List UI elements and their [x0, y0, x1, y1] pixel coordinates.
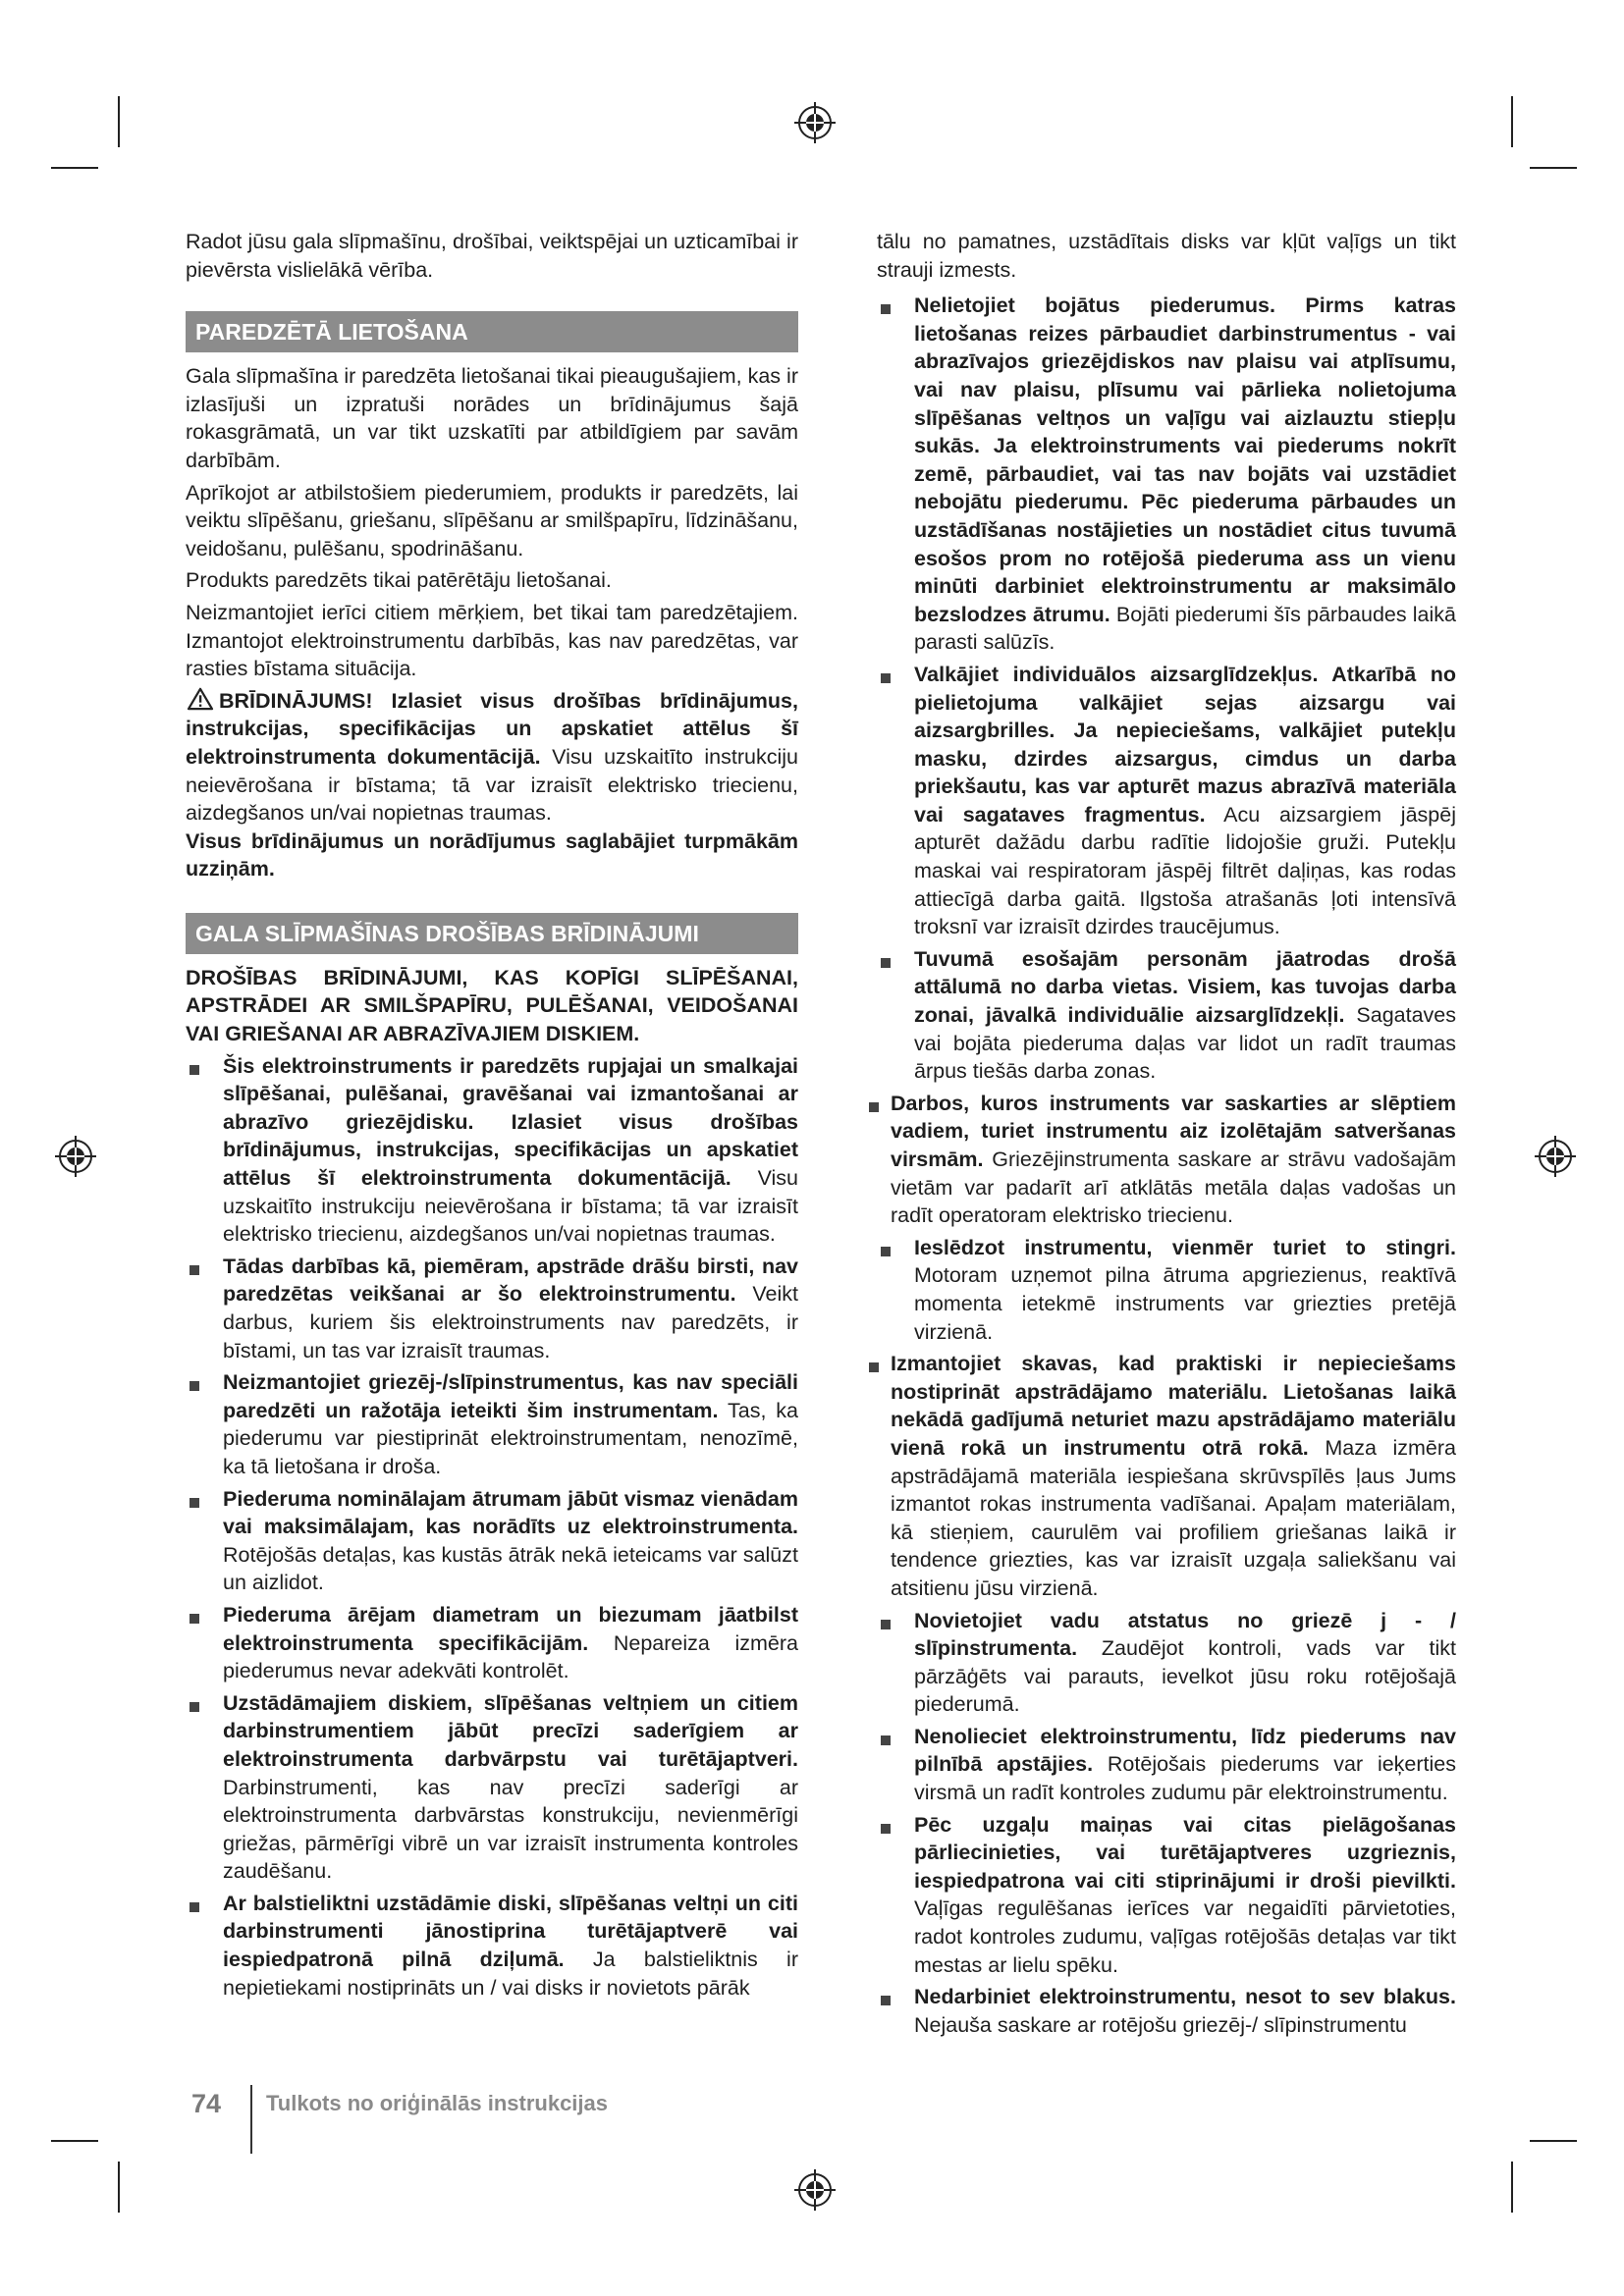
paragraph: Neizmantojiet ierīci citiem mērķiem, bet tikai tam paredzētajiem. Izmantojot elektroinstrumentu darbībās, kas nav paredzētas, var rasties bīstama situācija. [186, 600, 798, 681]
bullet-text: Veikt darbus, kuriem šis elektroinstruments nav paredzēts, ir bīstami, un tas var izraisīt traumas. [223, 1282, 798, 1362]
bullet-bold-text: Nelietojiet bojātus piederumus. Pirms katras lietošanas reizes pārbaudiet darbinstrumentus - vai abrazīvajos griezējdiskos nav plaisu vai atplīsumu, vai nav plaisu, plīsumu vai pārlieka nolietojuma slīpēšanas veltņos un vaļīgu vai aizlauztu stiepļu sukās. Ja elektroinstruments vai piederums nokrīt zemē, pārbaudiet, vai tas nav bojāts vai uzstādiet nebojātu piederumu. Pēc piederuma pārbaudes un uzstādīšanas nostājieties un nostādiet citus tuvumā esošos prom no rotējošā piederuma ass un vienu minūti darbiniet elektroinstrumentu ar maksimālo bezslodzes ātrumu. [914, 294, 1456, 626]
keep-instructions [186, 828, 798, 883]
bullet-text: Tas, ka piederumu var piestiprināt elektroinstrumentam, nenozīmē, ka tā lietošana ir droša. [223, 1398, 798, 1478]
registration-mark-icon [1535, 1136, 1576, 1177]
crop-mark [118, 96, 120, 147]
bullet-item [186, 1368, 798, 1480]
bullet-bold-text: Novietojiet vadu atstatus no griezē j - / slīpinstrumenta. [914, 1608, 1456, 1661]
bullet-bold-text: Nenolieciet elektroinstrumentu, līdz piederums nav pilnībā apstājies. [914, 1724, 1456, 1777]
bullet-item [186, 1689, 798, 1886]
crop-mark [1511, 2162, 1513, 2213]
bullet-bold-text: Šis elektroinstruments ir paredzēts rupjajai un smalkajai slīpēšanai, pulēšanai, gravēšanai vai izmantošanai ar abrazīvo griezējdisku. Izlasiet visus drošības brīdinājumus, instrukcijas, specifikācijas un apskatiet attēlus šī elektroinstrumenta dokumentācijā. [223, 1053, 798, 1191]
warning-bold-text: BRĪDINĀJUMS! Izlasiet visus drošības brīdinājumus, instrukcijas, specifikācijas un apskatiet attēlus šī elektroinstrumenta dokumentācijā. [186, 688, 798, 769]
bullet-bold-text: Ieslēdzot instrumentu, vienmēr turiet to stingri. [914, 1235, 1456, 1259]
bullet-bold-text: Uzstādāmajiem diskiem, slīpēšanas veltņiem un citiem darbinstrumentiem jābūt precīzi saderīgiem ar elektroinstrumenta darbvārpstu vai turētājaptveri. [223, 1690, 798, 1771]
warning-text: Visu uzskaitīto instrukciju neievērošana ir bīstama; tā var izraisīt elektrisko triecienu, aizdegšanos un/vai nopietnas traumas. [186, 744, 798, 826]
footer-divider [250, 2085, 252, 2154]
keep-instructions-text: Visus brīdinājumus un norādījumus saglabājiet turpmākām uzziņām. [186, 828, 798, 881]
bullet-bold-text: Piederuma nominālajam ātrumam jābūt vismaz vienādam vai maksimālajam, kas norādīts uz elektroinstrumenta. [223, 1486, 798, 1539]
registration-mark-icon [55, 1136, 96, 1177]
section-heading-intended-use: PAREDZĒTĀ LIETOŠANA [186, 311, 798, 352]
crop-mark [1511, 96, 1513, 147]
bullet-item [186, 1601, 798, 1685]
bullet-text: Vaļīgas regulēšanas ierīces var negaidīti pārvietoties, radot kontroles zudumu, vaļīgas rotējošās detaļas var tikt mestas ar lielu spēku. [914, 1896, 1456, 1977]
bullet-text: Rotējošais piederums var ieķerties virsmā un radīt kontroles zudumu pār elektroinstrumentu. [914, 1752, 1457, 1805]
bullet-item [877, 1234, 1456, 1346]
bullet-bold-text: Tuvumā esošajām personām jāatrodas drošā attālumā no darba vietas. Visiem, kas tuvojas darba zonai, jāvalkā individuālie aizsarglīdzekļi. [914, 946, 1456, 1028]
bullet-bold-text: Izmantojiet skavas, kad praktiski ir nepieciešams nostiprināt apstrādājamo materiālu. Lietošanas laikā nekādā gadījumā neturiet mazu apstrādājamo materiālu vienā rokā un instrumentu otrā rokā. [891, 1352, 1456, 1460]
crop-mark [1530, 2140, 1577, 2142]
bullet-item [186, 1890, 798, 2002]
bullet-item [877, 1811, 1456, 1980]
paragraph: Produkts paredzēts tikai patērētāju lietošanai. [186, 568, 612, 593]
page-number: 74 [191, 2089, 222, 2118]
bullet-item [186, 1253, 798, 1364]
crop-mark [118, 2162, 120, 2213]
bullet-text: Nepareiza izmēra piederumus nevar adekvāti kontrolēt. [223, 1630, 798, 1683]
right-bullet-list [877, 292, 1456, 2039]
crop-mark [51, 167, 98, 169]
registration-mark-icon [794, 2169, 836, 2211]
paragraph: Aprīkojot ar atbilstošiem piederumiem, produkts ir paredzēts, lai veiktu slīpēšanu, griešanu, slīpēšanu ar smilšpapīru, līdzināšanu, veidošanu, pulēšanu, spodrināšanu. [186, 480, 798, 561]
section-heading-safety-warnings: GALA SLĪPMAŠĪNAS DROŠĪBAS BRĪDINĀJUMI [186, 913, 798, 954]
registration-mark-icon [794, 102, 836, 143]
bullet-text: Rotējošās detaļas, kas kustās ātrāk nekā ieteicams var salūzt un aizlidot. [223, 1542, 798, 1595]
bullet-text: Darbinstrumenti, kas nav precīzi saderīgi ar elektroinstrumenta darbvārstas konstrukciju, nevienmērīgi griežas, pārmērīgi vibrē un var izraisīt instrumenta kontroles zaudēšanu. [223, 1775, 798, 1884]
left-bullet-list [186, 1052, 798, 2002]
bullet-text: Visu uzskaitīto instrukciju neievērošana ir bīstama; tā var izraisīt elektrisko triecienu, aizdegšanos un/vai nopietnas traumas. [223, 1166, 798, 1247]
continued-paragraph: tālu no pamatnes, uzstādītais disks var kļūt vaļīgs un tikt strauji izmests. [877, 230, 1456, 282]
intro-paragraph: Radot jūsu gala slīpmašīnu, drošībai, veiktspējai un uzticamībai ir pievērsta vislielākā vērība. [186, 230, 798, 282]
bullet-text: Zaudējot kontroli, vads var tikt pārzāģēts vai parauts, ievelkot jūsu roku rotējošajā piederumā. [914, 1636, 1456, 1717]
crop-mark [51, 2140, 98, 2142]
bullet-text: Sagataves vai bojāta piederuma daļas var lidot un radīt traumas ārpus tiešās darba zonas. [914, 1003, 1456, 1084]
bullet-text: Griezējinstrumenta saskare ar strāvu vadošajām vietām var padarīt arī atklātās metāla daļas vadošas un radīt operatoram elektrisko triecienu. [891, 1148, 1456, 1228]
bullet-text: Ja balstieliktnis ir nepietiekami nostiprināts un / vai disks ir novietots pārāk [223, 1948, 798, 2000]
footer-text: Tulkots no oriģinālās instrukcijas [266, 2091, 609, 2115]
bullet-item [877, 292, 1456, 657]
warning-paragraph [186, 687, 798, 828]
bullet-bold-text: Ar balstieliktni uzstādāmie diski, slīpēšanas veltņi un citi darbinstrumenti jānostiprina turētājaptverē vai iespiedpatronā pilnā dziļumā. [223, 1891, 798, 1972]
bullet-text: Motoram uzņemot pilna ātruma apgriezienus, reaktīvā momenta ietekmē instruments var griezties pretējā virzienā. [914, 1263, 1456, 1344]
warning-triangle-icon [186, 687, 215, 711]
bullet-text: Bojāti piederumi šīs pārbaudes laikā parasti salūzīs. [914, 602, 1456, 655]
bullet-item [877, 945, 1456, 1086]
caps-subheading: DROŠĪBAS BRĪDINĀJUMI, KAS KOPĪGI SLĪPĒŠANAI, APSTRĀDEI AR SMILŠPAPĪRU, PULĒŠANAI, VEIDOŠANAI VAI GRIEŠANAI AR ABRAZĪVAJIEM DISKIEM. [186, 965, 798, 1046]
bullet-item [877, 1607, 1456, 1719]
bullet-bold-text: Valkājiet individuālos aizsarglīdzekļus. Atkarībā no pielietojuma valkājiet sejas aizsargu vai aizsargbrilles. Ja nepieciešams, valkājiet putekļu masku, dzirdes aizsargus, cimdus un darba priekšautu, kas var apturēt mazus abrazīvā materiāla vai sagataves fragmentus. [914, 662, 1456, 827]
right-column [877, 228, 1456, 2043]
bullet-bold-text: Piederuma ārējam diametram un biezumam jāatbilst elektroinstrumenta specifikācijām. [223, 1602, 798, 1655]
bullet-bold-text: Nedarbiniet elektroinstrumentu, nesot to sev blakus. [914, 1985, 1456, 2009]
bullet-text: Acu aizsargiem jāspēj apturēt dažādu darbu radītie lidojošie gruži. Putekļu maskai vai respiratoram jāspēj filtrēt daļiņas, kas rodas attiecīgā darba gaitā. Ilgstoša atrašanās ļoti intensīvā troksnī var izraisīt dzirdes traucējumus. [914, 802, 1456, 939]
bullet-bold-text: Tādas darbības kā, piemēram, apstrāde drāšu birsti, nav paredzētas veikšanai ar šo elektroinstrumentu. [223, 1254, 798, 1307]
bullet-text: Nejauša saskare ar rotējošu griezēj-/ slīpinstrumentu [914, 2012, 1407, 2037]
paragraph: Gala slīpmašīna ir paredzēta lietošanai tikai pieaugušajiem, kas ir izlasījuši un izpratuši norādes un brīdinājumus šajā rokasgrāmatā, un var tikt uzskatīti par atbildīgiem par savām darbībām. [186, 364, 798, 472]
bullet-item [877, 1983, 1456, 2039]
left-column [186, 228, 798, 2005]
bullet-item [186, 1485, 798, 1597]
bullet-item [877, 661, 1456, 941]
crop-mark [1530, 167, 1577, 169]
bullet-bold-text: Neizmantojiet griezēj-/slīpinstrumentus, kas nav speciāli paredzēti un ražotāja ieteikti šim instrumentam. [223, 1370, 798, 1422]
bullet-item [877, 1090, 1456, 1230]
bullet-item [186, 1052, 798, 1249]
bullet-text: Maza izmēra apstrādājamā materiāla iespiešana skrūvspīlēs ļaus Jums izmantot rokas instrumenta vadīšanai. Apaļam materiālam, kā stieņiem, caurulēm vai profiliem griešanas laikā ir tendence griezties, kas var izraisīt uzgaļa saliekšanu vai atsitienu jūsu virzienā. [891, 1435, 1456, 1600]
bullet-item [877, 1350, 1456, 1602]
bullet-bold-text: Darbos, kuros instruments var saskarties ar slēptiem vadiem, turiet instrumentu aiz izolētajām satveršanas virsmām. [891, 1091, 1456, 1171]
bullet-item [877, 1723, 1456, 1807]
bullet-bold-text: Pēc uzgaļu maiņas vai citas pielāgošanas pārliecinieties, vai turētājaptveres uzgrieznis, iespiedpatrona vai citi stiprinājumi ir droši pievilkti. [914, 1812, 1456, 1893]
